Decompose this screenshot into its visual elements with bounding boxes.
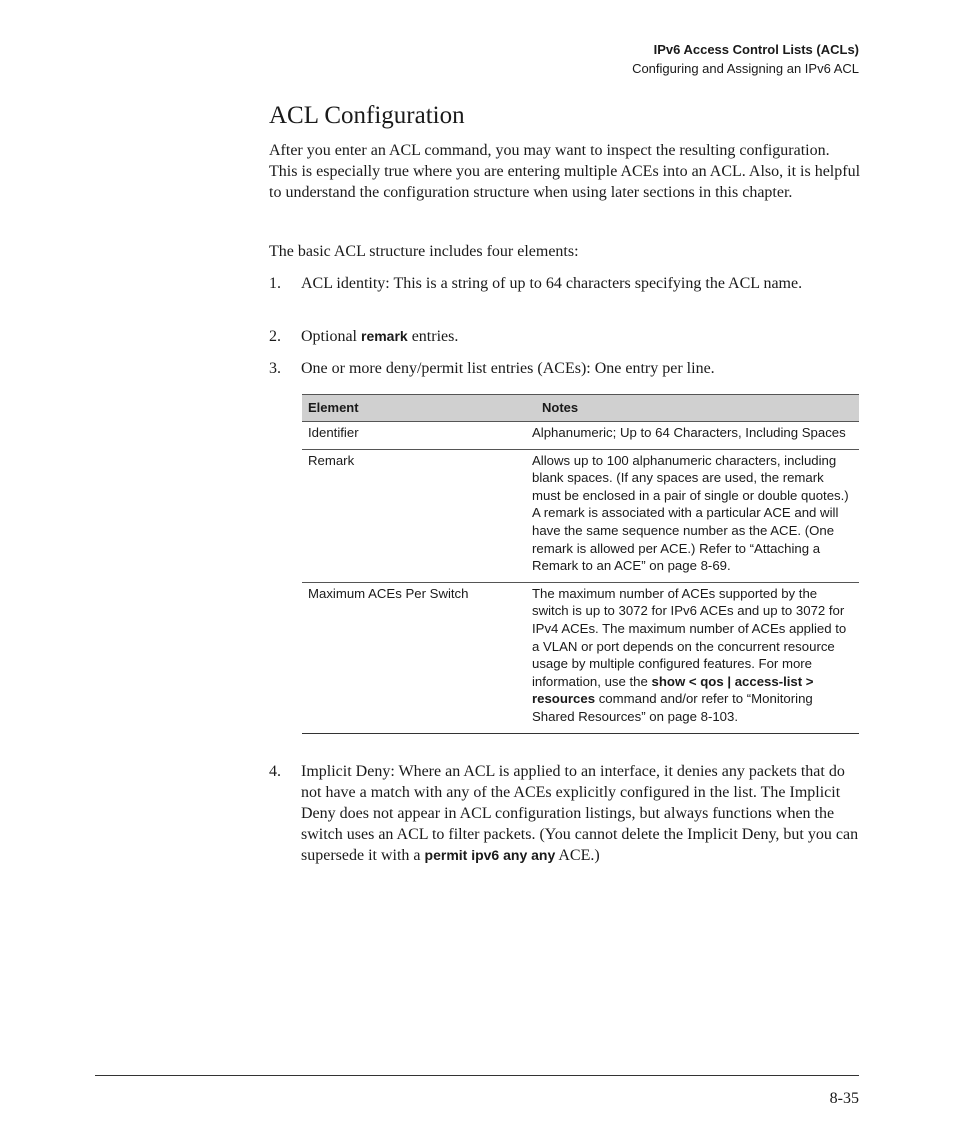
table-cell-notes: Allows up to 100 alphanumeric characters, including blank spaces. (If any spaces are used, the remark must be enclosed in a pair of single or double quotes.) A remark is associated with a particular ACE and will have the same sequence number as the ACE. (One remark is allowed per ACE.) Refer to “Attaching a Remark to an ACE” on page 8-69. <box>520 449 859 582</box>
table-row <box>302 422 859 450</box>
chapter-title: IPv6 Access Control Lists (ACLs) <box>653 42 859 57</box>
list-number: 2. <box>269 328 281 345</box>
list-text: Optional remark entries. <box>301 328 459 345</box>
footer-divider <box>95 1075 859 1076</box>
section-title: Configuring and Assigning an IPv6 ACL <box>632 61 859 76</box>
table-cell-notes: Alphanumeric; Up to 64 Characters, Including Spaces <box>520 422 859 450</box>
table-row <box>302 582 859 733</box>
permit-keyword: permit ipv6 any any <box>424 847 556 863</box>
list-text: ACL identity: This is a string of up to 64 characters specifying the ACL name. <box>301 275 803 292</box>
list-text: One or more deny/permit list entries (ACEs): One entry per line. <box>301 360 715 377</box>
table-cell-element: Identifier <box>302 422 520 450</box>
table-header-row <box>302 395 859 422</box>
table-row <box>302 449 859 582</box>
list-number: 4. <box>269 763 281 780</box>
list-number: 1. <box>269 275 281 292</box>
column-header-element: Element <box>302 395 520 422</box>
column-header-notes: Notes <box>520 395 859 422</box>
running-header <box>632 40 859 78</box>
table-cell-notes: The maximum number of ACEs supported by the switch is up to 3072 for IPv6 ACEs and up to 3072 for IPv4 ACEs. The maximum number of ACEs applied to a VLAN or port depends on the concurrent resource usage by multiple configured features. For more information, use the show < qos | access-list > resources command and/or refer to “Monitoring Shared Resources” on page 8-103. <box>520 582 859 733</box>
table-cell-element: Remark <box>302 449 520 582</box>
remark-keyword: remark <box>361 328 408 344</box>
table-cell-element: Maximum ACEs Per Switch <box>302 582 520 733</box>
list-number: 3. <box>269 360 281 377</box>
intro-paragraph: After you enter an ACL command, you may want to inspect the resulting configuration. This is especially true where you are entering multiple ACEs into an ACL. Also, it is helpful to understand the configuration structure when using later sections in this chapter. <box>269 142 861 201</box>
page-number: 8-35 <box>829 1090 859 1107</box>
structure-intro: The basic ACL structure includes four elements: <box>269 243 579 260</box>
acl-elements-table <box>302 394 859 734</box>
command-keyword: show < qos | access-list > resources <box>532 673 814 707</box>
list-text: Implicit Deny: Where an ACL is applied to an interface, it denies any packets that do not have a match with any of the ACEs explicitly configured in the list. The Implicit Deny does not appear in ACL configuration listings, but always functions when the switch uses an ACL to filter packets. (You cannot delete the Implicit Deny, but you can supersede it with a permit ipv6 any any ACE.) <box>301 763 859 864</box>
page-title: ACL Configuration <box>269 102 465 129</box>
